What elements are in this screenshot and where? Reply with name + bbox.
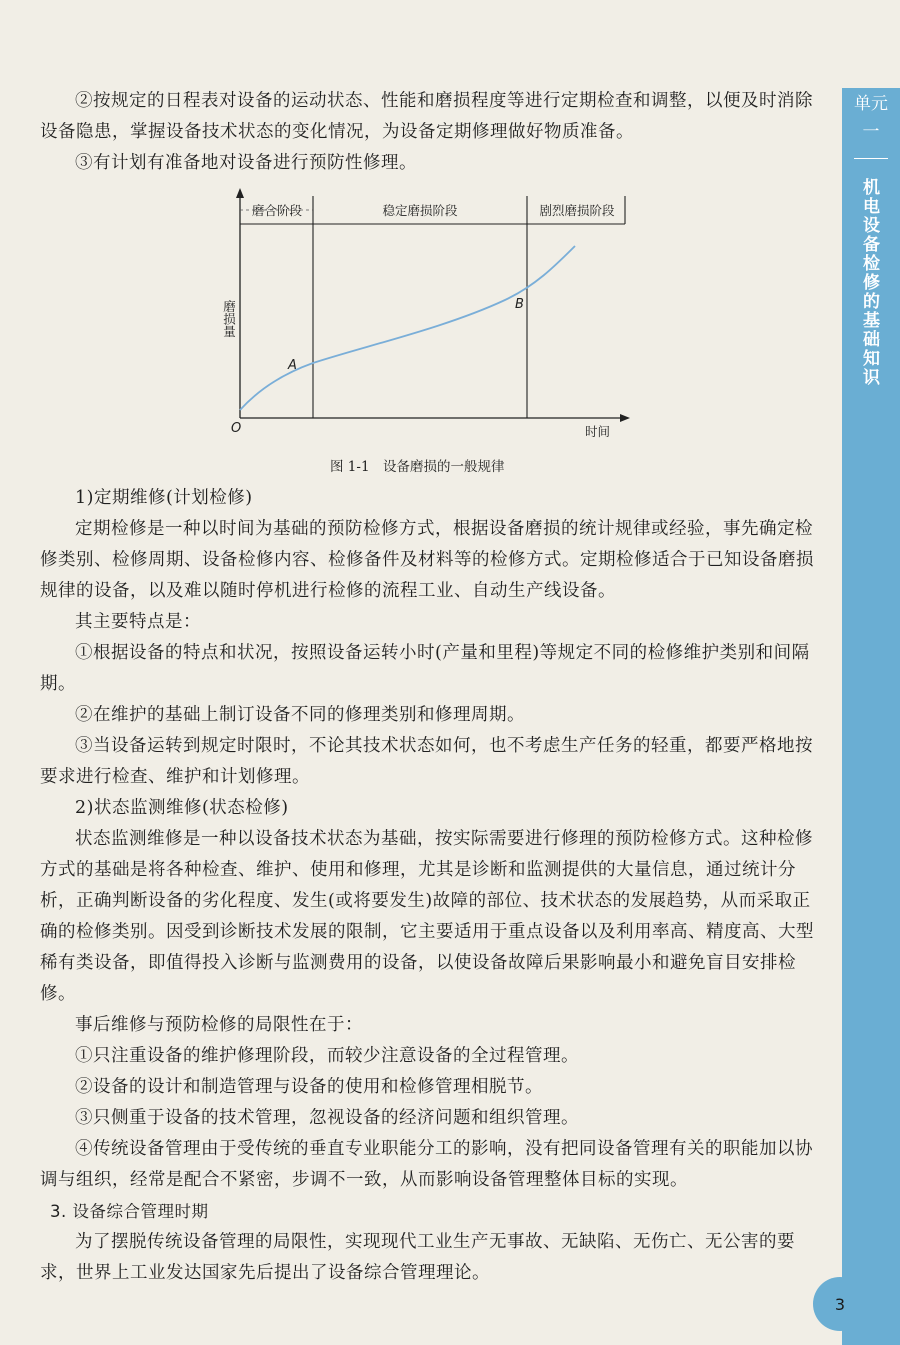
y-axis-label: 磨损量 xyxy=(221,300,237,338)
top-text-block xyxy=(40,86,815,179)
stage-3-label: 剧烈磨损阶段 xyxy=(539,203,615,218)
unit-label xyxy=(846,90,896,146)
sidebar-divider xyxy=(854,158,888,159)
paragraph: ④传统设备管理由于受传统的垂直专业职能分工的影响，没有把同设备管理有关的职能加以协调与组织，经常是配合不紧密，步调不一致，从而影响设备管理整体目标的实现。 xyxy=(40,1139,813,1190)
point-b-label: B xyxy=(515,297,524,312)
paragraph: 1)定期维修(计划检修) xyxy=(75,488,253,508)
x-axis-arrow xyxy=(620,414,630,422)
paragraph: 2)状态监测维修(状态检修) xyxy=(75,798,289,818)
y-axis-arrow xyxy=(236,188,244,198)
paragraph: ③只侧重于设备的技术管理，忽视设备的经济问题和组织管理。 xyxy=(75,1108,579,1128)
paragraph: 状态监测维修是一种以设备技术状态为基础，按实际需要进行修理的预防检修方式。这种检修方式的基础是将各种检查、维护、使用和修理，尤其是诊断和监测提供的大量信息，通过统计分析，正确判断设备的劣化程度、发生(或将要发生)故障的部位、技术状态的发展趋势，从而采取正确的检修类别。因受到诊断技术发展的限制，它主要适用于重点设备以及利用率高、精度高、大型稀有类设备，即值得投入诊断与监测费用的设备，以使设备故障后果影响最小和避免盲目安排检修。 xyxy=(40,829,814,1004)
stage-1-label: 磨合阶段 xyxy=(251,203,303,218)
paragraph: ②按规定的日程表对设备的运动状态、性能和磨损程度等进行定期检查和调整，以便及时消除设备隐患，掌握设备技术状态的变化情况，为设备定期修理做好物质准备。 xyxy=(40,91,813,142)
paragraph: ①只注重设备的维护修理阶段，而较少注意设备的全过程管理。 xyxy=(75,1046,579,1066)
paragraph: 定期检修是一种以时间为基础的预防检修方式，根据设备磨损的统计规律或经验，事先确定检修类别、检修周期、设备检修内容、检修备件及材料等的检修方式。定期检修适合于已知设备磨损规律的设备，以及难以随时停机进行检修的流程工业、自动生产线设备。 xyxy=(40,519,814,601)
main-text-block xyxy=(40,483,815,1289)
wear-curve-chart xyxy=(215,188,655,448)
paragraph: 其主要特点是： xyxy=(75,612,201,632)
chapter-title: 机电设备检修的基础知识 xyxy=(859,178,879,387)
unit-char-1: 单 xyxy=(854,94,871,114)
point-a-label: A xyxy=(288,358,297,373)
wear-curve-figure xyxy=(215,188,655,448)
origin-label: O xyxy=(231,421,242,436)
stage-2-label: 稳定磨损阶段 xyxy=(382,203,458,218)
paragraph: ②在维护的基础上制订设备不同的修理类别和修理周期。 xyxy=(75,705,525,725)
paragraph: ②设备的设计和制造管理与设备的使用和检修管理相脱节。 xyxy=(75,1077,543,1097)
paragraph: 为了摆脱传统设备管理的局限性，实现现代工业生产无事故、无缺陷、无伤亡、无公害的要求，世界上工业发达国家先后提出了设备综合管理理论。 xyxy=(40,1232,795,1283)
unit-char-2: 元 xyxy=(871,94,888,114)
x-axis-label: 时间 xyxy=(585,424,611,439)
paragraph: 事后维修与预防检修的局限性在于： xyxy=(75,1015,363,1035)
unit-number: 一 xyxy=(862,122,880,142)
section-heading: 3. 设备综合管理时期 xyxy=(50,1202,209,1221)
figure-caption: 图 1-1 设备磨损的一般规律 xyxy=(330,459,505,475)
paragraph: ③当设备运转到规定时限时，不论其技术状态如何，也不考虑生产任务的轻重，都要严格地按要求进行检查、维护和计划修理。 xyxy=(40,736,813,787)
page-number: 3 xyxy=(813,1277,867,1331)
wear-curve xyxy=(240,246,575,410)
paragraph: ③有计划有准备地对设备进行预防性修理。 xyxy=(75,153,417,173)
paragraph: ①根据设备的特点和状况，按照设备运转小时(产量和里程)等规定不同的检修维护类别和间隔期。 xyxy=(40,643,810,694)
